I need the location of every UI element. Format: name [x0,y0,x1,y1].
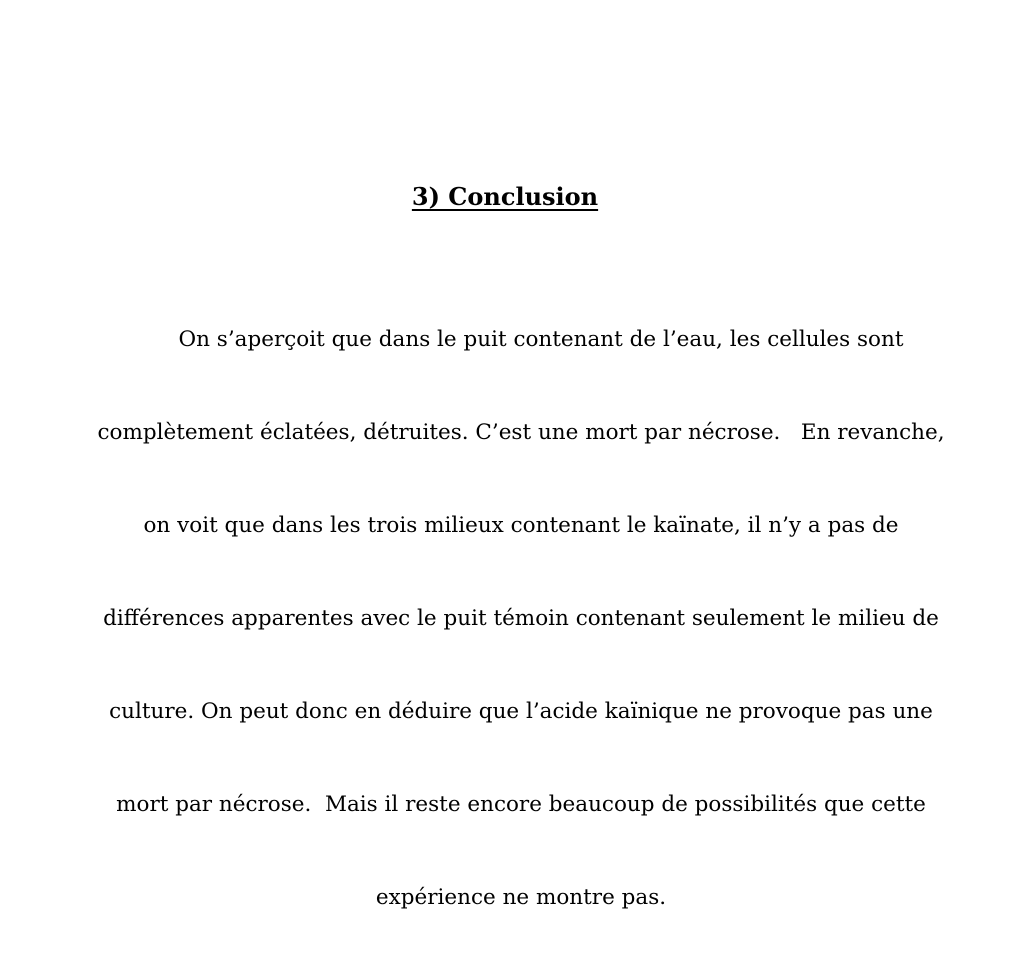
conclusion-paragraph [82,262,960,975]
paragraph-line-1: On s’aperçoit que dans le puit contenant de l’eau, les cellules sont [178,327,904,352]
paragraph-line-2: complètement éclatées, détruites. C’est une mort par nécrose. En revanche, [97,420,945,445]
paragraph-line-3: on voit que dans les trois milieux contenant le kaïnate, il n’y a pas de [143,513,899,538]
paragraph-line-4: différences apparentes avec le puit témoin contenant seulement le milieu de [103,606,939,631]
paragraph-line-7: expérience ne montre pas. [375,885,667,910]
paragraph-line-5: culture. On peut donc en déduire que l’acide kaïnique ne provoque pas une [109,699,933,724]
paragraph-line-6: mort par nécrose. Mais il reste encore beaucoup de possibilités que cette [116,792,926,817]
slide-title: 3) Conclusion [411,182,599,211]
